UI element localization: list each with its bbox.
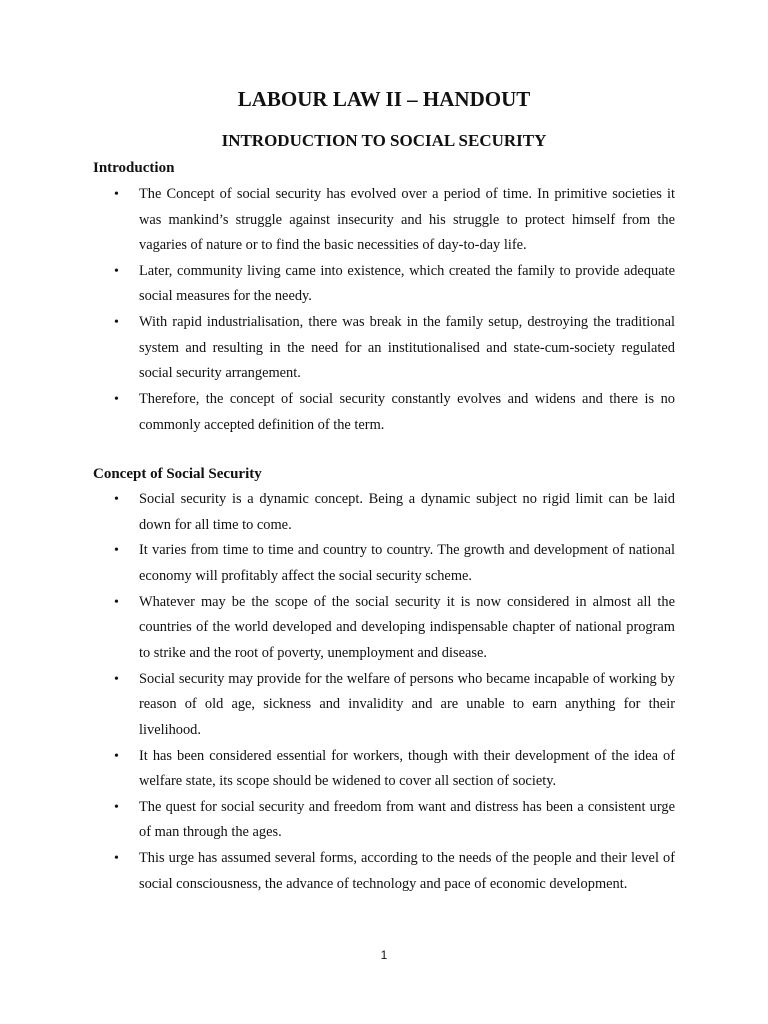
list-item [93,387,675,438]
list-item-text: It varies from time to time and country to country. The growth and development of national economy will profitably affect the social security scheme. [139,542,675,584]
list-item-text: This urge has assumed several forms, according to the needs of the people and their level of social consciousness, the advance of technology and pace of economic development. [139,850,675,892]
list-item [93,795,675,846]
list-item [93,538,675,589]
bullet-icon: • [114,187,119,202]
bullet-icon: • [114,671,119,687]
list-item [93,590,675,667]
bullet-icon: • [114,594,119,610]
bullet-icon: • [114,263,119,279]
bullet-icon: • [114,543,119,559]
list-item-text: Therefore, the concept of social security constantly evolves and widens and there is no commonly accepted definition of the term. [139,391,675,433]
document-subtitle: INTRODUCTION TO SOCIAL SECURITY [221,131,547,150]
bullet-icon: • [114,392,119,408]
list-item-text: Social security is a dynamic concept. Being a dynamic subject no rigid limit can be laid down for all time to come. [139,491,675,533]
list-item [93,744,675,795]
list-item [93,846,675,897]
list-item-text: With rapid industrialisation, there was break in the family setup, destroying the traditional system and resulting in the need for an institutionalised and state-cum-society regulated social security arrangement. [139,314,675,382]
bullet-icon: • [114,799,119,815]
list-item [93,667,675,744]
section-heading-concept: Concept of Social Security [93,466,262,482]
document-title: LABOUR LAW II – HANDOUT [237,87,531,111]
list-item-text: The Concept of social security has evolved over a period of time. In primitive societies it was mankind’s struggle against insecurity and his struggle to protect himself from the vagaries of nature or to find the basic necessities of day-to-day life. [139,186,675,253]
list-item-text: Whatever may be the scope of the social security it is now considered in almost all the countries of the world developed and developing indispensable chapter of national program to strike and the root of poverty, unemployment and disease. [139,593,675,661]
list-item [93,310,675,387]
page-number: 1 [380,948,388,962]
list-item-text: Social security may provide for the welfare of persons who became incapable of working by reason of old age, sickness and invalidity and are unable to earn anything for their livelihood. [139,670,675,738]
list-item-text: Later, community living came into existence, which created the family to provide adequate social measures for the needy. [139,262,675,305]
bullet-icon: • [114,748,119,764]
bullet-icon: • [114,492,119,507]
bullet-icon: • [114,315,119,331]
section-heading-introduction: Introduction [93,160,175,176]
bullet-icon: • [114,851,119,867]
list-item-text: It has been considered essential for workers, though with their development of the idea of welfare state, its scope should be widened to cover all section of society. [139,747,675,790]
concept-bullet-list [93,487,675,898]
list-item [93,487,675,538]
list-item-text: The quest for social security and freedom from want and distress has been a consistent urge of man through the ages. [139,798,675,841]
introduction-bullet-list [93,182,675,439]
list-item [93,259,675,310]
list-item [93,182,675,259]
